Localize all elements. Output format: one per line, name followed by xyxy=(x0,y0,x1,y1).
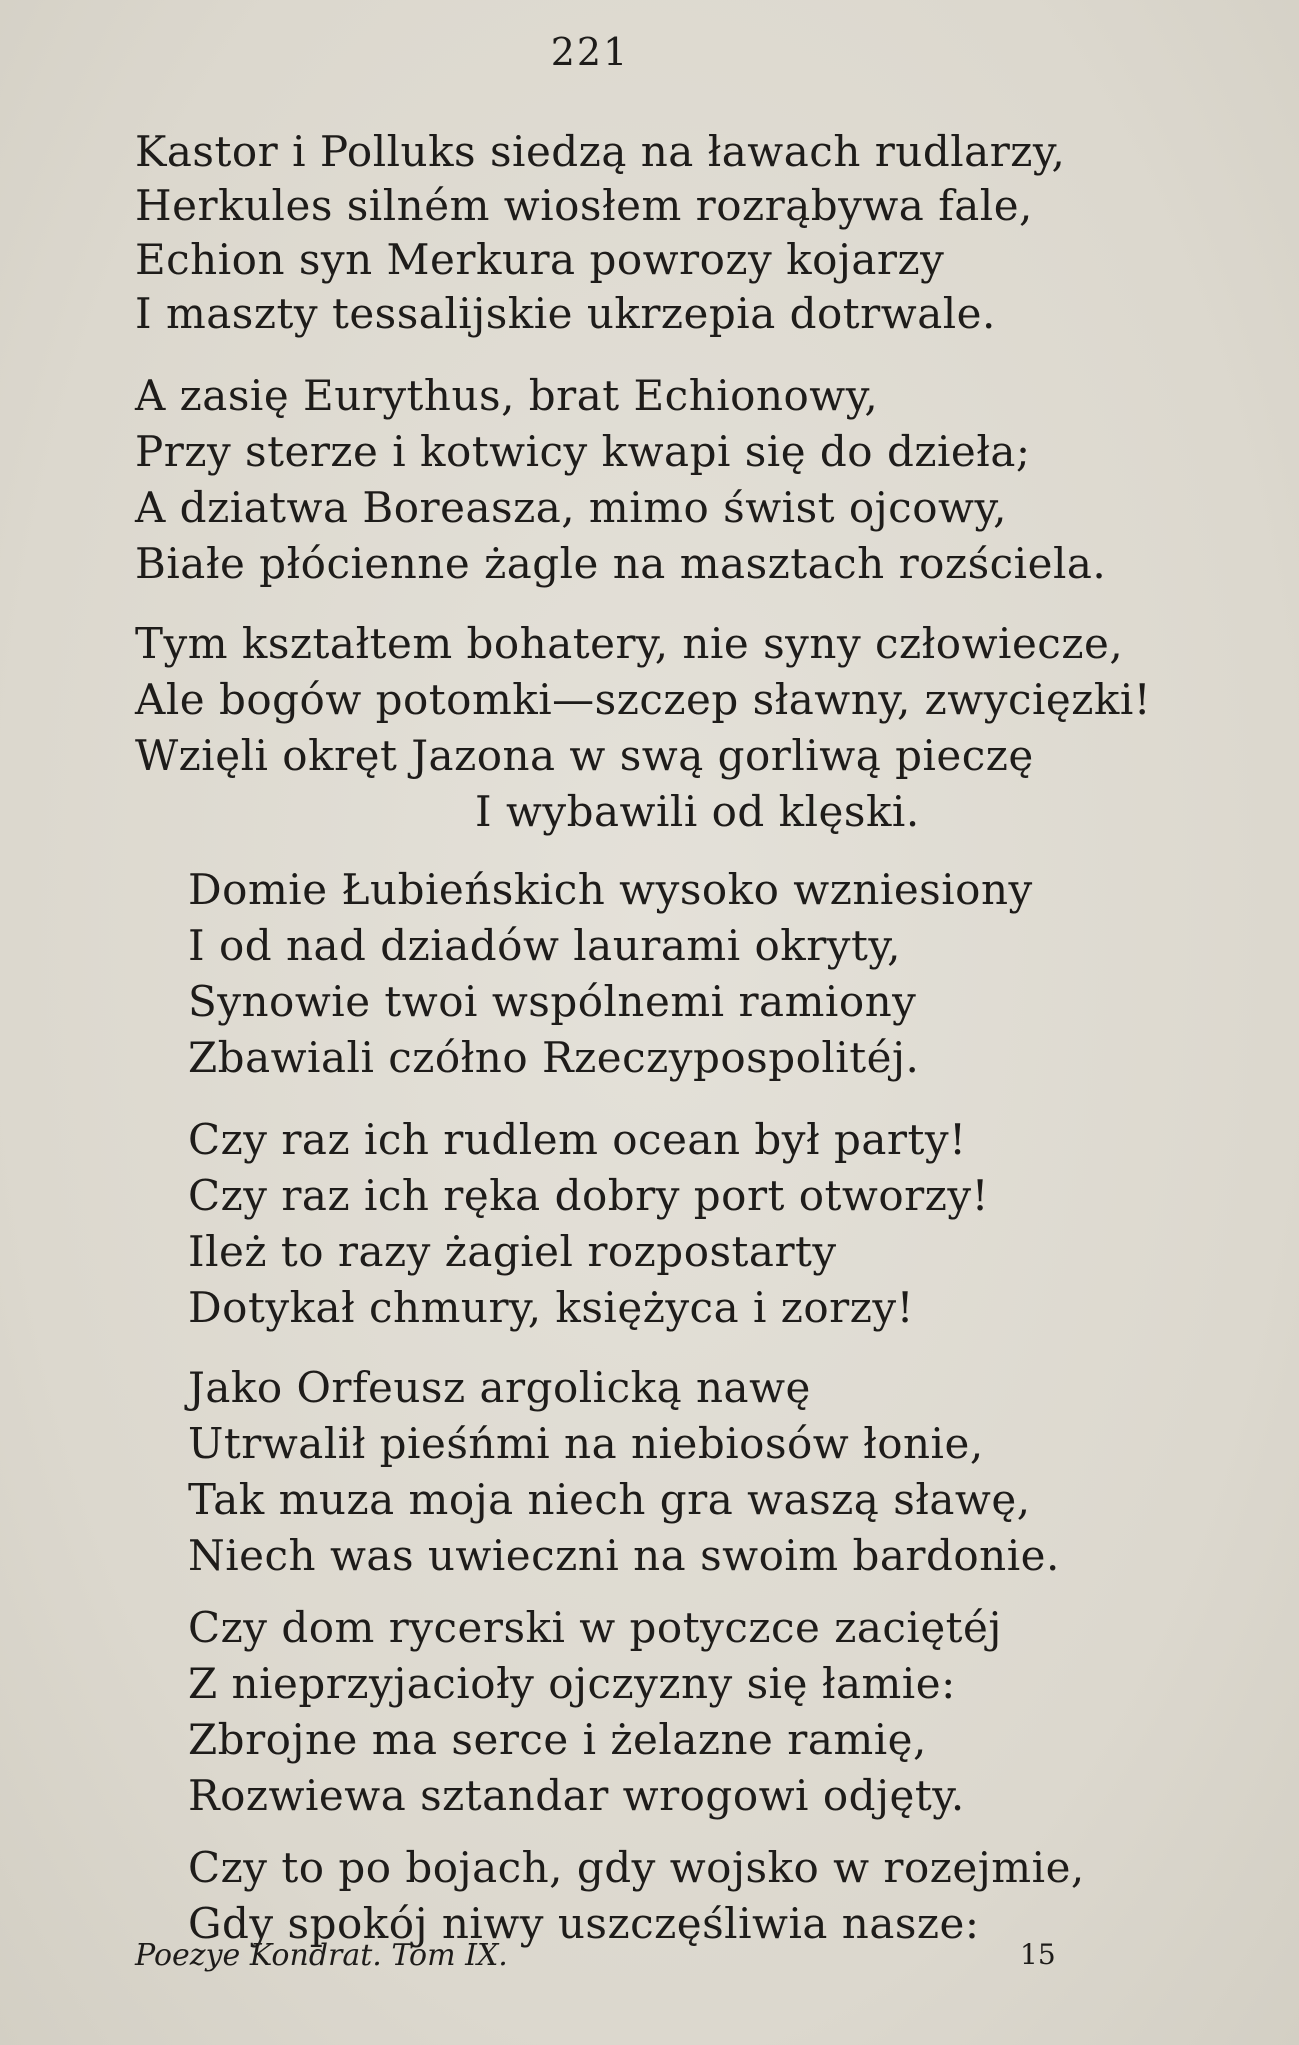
verse-line: I wybawili od klęski. xyxy=(475,787,920,836)
verse-line: Z nieprzyjacioły ojczyzny się łamie: xyxy=(188,1659,956,1708)
verse-line: Dotykał chmury, księżyca i zorzy! xyxy=(188,1283,914,1332)
verse-line: Czy dom rycerski w potyczce zaciętéj xyxy=(188,1603,1002,1652)
verse-line: Domie Łubieńskich wysoko wzniesiony xyxy=(188,865,1033,914)
verse-line: Herkules silném wiosłem rozrąbywa fale, xyxy=(135,181,1033,230)
verse-line: Echion syn Merkura powrozy kojarzy xyxy=(135,235,945,284)
verse-line: Niech was uwieczni na swoim bardonie. xyxy=(188,1531,1060,1580)
verse-line: Czy to po bojach, gdy wojsko w rozejmie, xyxy=(188,1843,1085,1892)
verse-line: Przy sterze i kotwicy kwapi się do dzieła; xyxy=(135,427,1031,476)
verse-line: Ale bogów potomki—szczep sławny, zwycięzki! xyxy=(135,675,1152,724)
verse-line: Zbawiali czółno Rzeczypospolitéj. xyxy=(188,1033,920,1082)
verse-line: Rozwiewa sztandar wrogowi odjęty. xyxy=(188,1771,965,1820)
verse-line: Utrwalił pieśńmi na niebiosów łonie, xyxy=(188,1419,984,1468)
verse-line: Tak muza moja niech gra waszą sławę, xyxy=(188,1475,1031,1524)
verse-line: Tym kształtem bohatery, nie syny człowiecze, xyxy=(135,619,1124,668)
verse-line: I maszty tessalijskie ukrzepia dotrwale. xyxy=(135,289,996,338)
verse-line: Wzięli okręt Jazona w swą gorliwą pieczę xyxy=(135,731,1034,780)
footer-sheet-number: 15 xyxy=(1020,1938,1056,1971)
verse-line: A dziatwa Boreasza, mimo świst ojcowy, xyxy=(135,483,1007,532)
page-number: 221 xyxy=(550,30,630,74)
verse-line: Kastor i Polluks siedzą na ławach rudlarzy, xyxy=(135,127,1066,176)
verse-line: Gdy spokój niwy uszczęśliwia nasze: xyxy=(188,1899,980,1948)
verse-line: Ileż to razy żagiel rozpostarty xyxy=(188,1227,837,1276)
verse-line: A zasię Eurythus, brat Echionowy, xyxy=(135,371,879,420)
verse-line: Synowie twoi wspólnemi ramiony xyxy=(188,977,917,1026)
verse-line: Czy raz ich rudlem ocean był party! xyxy=(188,1115,967,1164)
verse-line: Białe płócienne żagle na masztach rozściela. xyxy=(135,539,1107,588)
verse-line: Zbrojne ma serce i żelazne ramię, xyxy=(188,1715,927,1764)
verse-line: Czy raz ich ręka dobry port otworzy! xyxy=(188,1171,989,1220)
verse-line: I od nad dziadów laurami okryty, xyxy=(188,921,901,970)
footer-signature: Poezye Kondrat. Tom IX. xyxy=(135,1938,508,1973)
verse-line: Jako Orfeusz argolicką nawę xyxy=(188,1363,811,1412)
